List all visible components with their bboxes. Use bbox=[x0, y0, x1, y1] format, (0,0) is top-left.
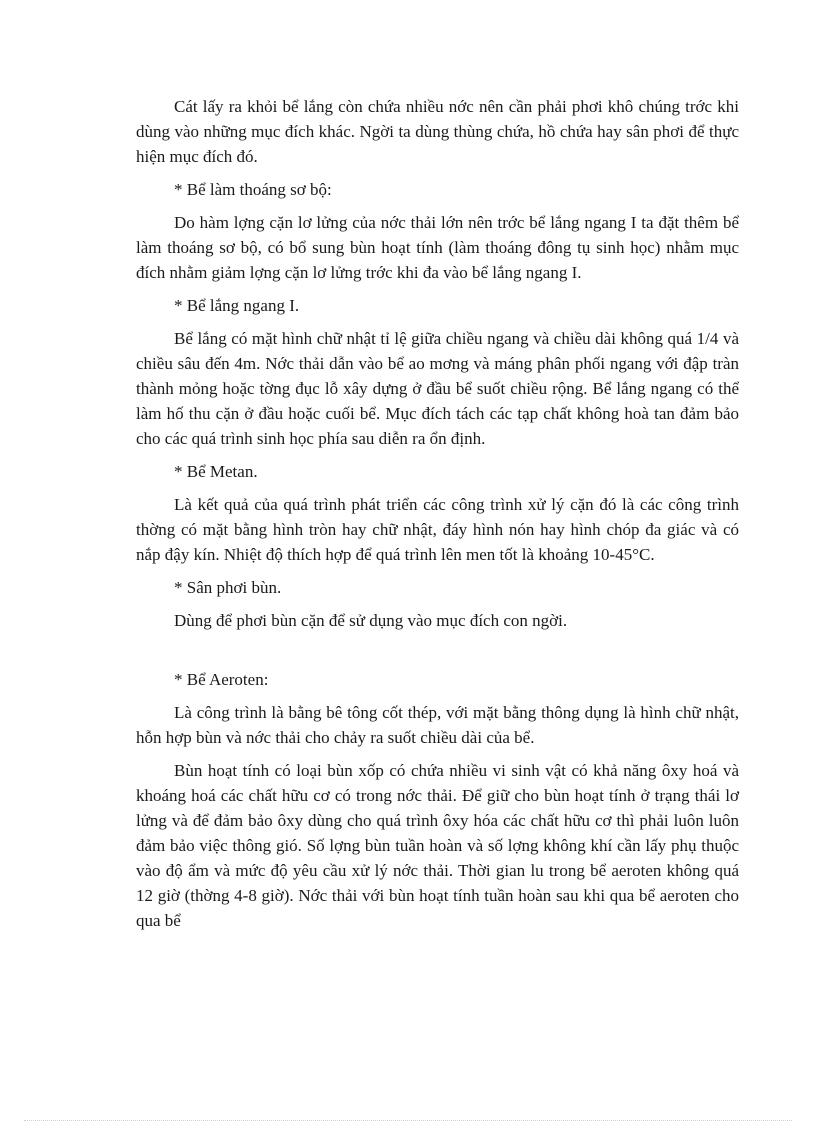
document-body bbox=[136, 94, 739, 941]
paragraph-horizontal-settling: Bể lắng có mặt hình chữ nhật tỉ lệ giữa chiều ngang và chiều dài không quá 1/4 và chiều sâu đến 4m. Nớc thải dẫn vào bể ao mơng và máng phân phối ngang với đập tràn thành mỏng hoặc tờng đục lỗ xây dựng ở đầu bể suốt chiều rộng. Bể lắng ngang có thể làm hố thu cặn ở đầu hoặc cuối bể. Mục đích tách các tạp chất không hoà tan đảm bảo cho các quá trình sinh học phía sau diễn ra ổn định. bbox=[136, 329, 739, 448]
paragraph-activated-sludge: Bùn hoạt tính có loại bùn xốp có chứa nhiều vi sinh vật có khả năng ôxy hoá và khoáng hoá các chất hữu cơ có trong nớc thải. Để giữ cho bùn hoạt tính ở trạng thái lơ lửng và để đảm bảo ôxy dùng cho quá trình ôxy hóa các chất hữu cơ thì phải luôn luôn đảm bảo việc thông gió. Số lợng bùn tuần hoàn và số lợng không khí cần lấy phụ thuộc vào độ ẩm và mức độ yêu cầu xử lý nớc thải. Thời gian lu trong bể aeroten không quá 12 giờ (thờng 4-8 giờ). Nớc thải với bùn hoạt tính tuần hoàn sau khi qua bể aeroten cho qua bể bbox=[136, 761, 739, 930]
page-bottom-divider bbox=[24, 1120, 792, 1121]
heading-pre-aeration-tank: * Bể làm thoáng sơ bộ: bbox=[174, 180, 332, 199]
heading-horizontal-settling-tank: * Bể lắng ngang I. bbox=[174, 296, 300, 315]
paragraph-metan: Là kết quả của quá trình phát triển các công trình xử lý cặn đó là các công trình thờng có mặt bằng hình tròn hay chữ nhật, đáy hình nón hay hình chóp đa giác và có nắp đậy kín. Nhiệt độ thích hợp để quá trình lên men tốt là khoảng 10-45°C. bbox=[136, 495, 739, 564]
paragraph-sludge-drying: Dùng để phơi bùn cặn để sử dụng vào mục đích con ngời. bbox=[174, 611, 568, 630]
heading-metan-tank: * Bể Metan. bbox=[174, 462, 258, 481]
heading-sludge-drying-bed: * Sân phơi bùn. bbox=[174, 578, 282, 597]
heading-aeroten-tank: * Bể Aeroten: bbox=[174, 670, 269, 689]
paragraph-aeroten-structure: Là công trình là bằng bê tông cốt thép, với mặt bằng thông dụng là hình chữ nhật, hỗn hợp bùn và nớc thải cho chảy ra suốt chiều dài của bể. bbox=[136, 703, 739, 747]
paragraph-sand-drying: Cát lấy ra khỏi bể lắng còn chứa nhiều nớc nên cần phải phơi khô chúng trớc khi dùng vào những mục đích khác. Ngời ta dùng thùng chứa, hồ chứa hay sân phơi để thực hiện mục đích đó. bbox=[136, 97, 739, 166]
paragraph-pre-aeration: Do hàm lợng cặn lơ lửng của nớc thải lớn nên trớc bể lắng ngang I ta đặt thêm bể làm thoáng sơ bộ, có bổ sung bùn hoạt tính (làm thoáng đông tụ sinh học) nhằm mục đích nhằm giảm lợng cặn lơ lửng trớc khi đa vào bể lắng ngang I. bbox=[136, 213, 739, 282]
